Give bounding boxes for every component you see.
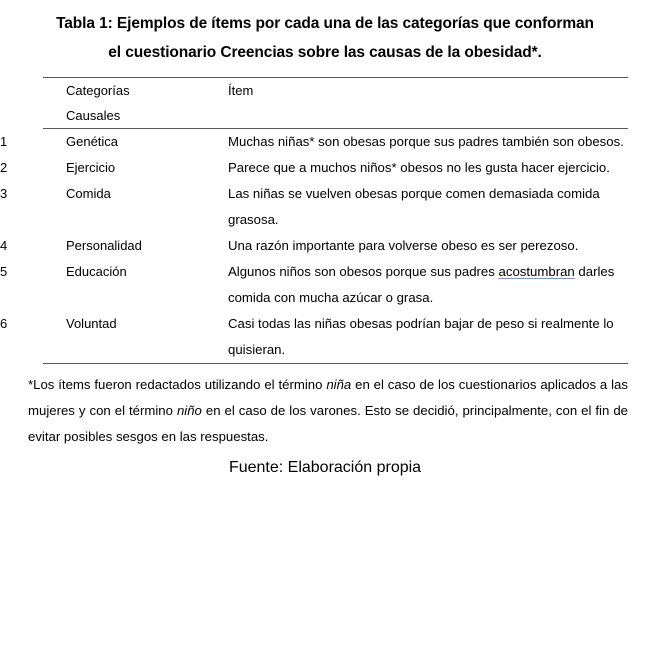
- page-title: Tabla 1: Ejemplos de ítems por cada una de las categorías que conforman el cuestionario Creencias sobre las causas de la obesidad*.: [56, 15, 594, 61]
- source-caption: Fuente: Elaboración propia: [228, 459, 422, 476]
- table-body: [0, 129, 650, 363]
- row-number: 5: [0, 264, 8, 279]
- row-item: Muchas niñas* son obesas porque sus padres también son obesos.: [228, 134, 624, 149]
- footnote-part-1: *Los ítems fueron redactados utilizando el término: [28, 377, 327, 392]
- footnote-part-3: en el caso de los varones. Esto se decidió, principalmente, con el fin de evitar posibles sesgos en las respuestas.: [28, 403, 628, 444]
- data-table: [0, 78, 650, 128]
- row-number: 1: [0, 134, 8, 149]
- footnote-italic-nino: niño: [176, 403, 202, 418]
- table-row: [0, 155, 650, 181]
- row-category: Genética: [66, 134, 119, 149]
- row-item-text-before: Algunos niños son obesos porque sus padres: [228, 264, 499, 279]
- footnote-part-2: en el caso de los cuestionarios aplicados a las mujeres y con el término: [28, 377, 628, 418]
- header-category-cell: [66, 78, 228, 128]
- table-row: [0, 129, 650, 155]
- row-number: 2: [0, 160, 8, 175]
- row-item: Las niñas se vuelven obesas porque comen demasiada comida grasosa.: [228, 186, 600, 227]
- row-item: Parece que a muchos niños* obesos no les gusta hacer ejercicio.: [228, 160, 610, 175]
- header-number-cell: [0, 78, 66, 128]
- header-category-line2: Causales: [66, 108, 121, 123]
- row-category: Comida: [66, 186, 111, 201]
- footnote-italic-nina: niña: [326, 377, 352, 392]
- row-item: Una razón importante para volverse obeso es ser perezoso.: [228, 238, 579, 253]
- row-item: [228, 259, 650, 311]
- row-number: 6: [0, 316, 8, 331]
- row-item-underlined-word: acostumbran: [498, 264, 575, 279]
- row-number: 4: [0, 238, 8, 253]
- table-row: [0, 233, 650, 259]
- table-row: [0, 181, 650, 233]
- table-footnote: [0, 364, 650, 450]
- table-row: [0, 311, 650, 363]
- table-header: [0, 78, 650, 128]
- header-item-label: Ítem: [228, 83, 254, 98]
- header-category-line1: Categorías: [66, 83, 130, 98]
- table-header-row: [0, 78, 650, 128]
- row-category: Voluntad: [66, 316, 117, 331]
- header-item-cell: [228, 78, 650, 128]
- row-item-text-after: darles comida con mucha azúcar o grasa.: [228, 264, 615, 305]
- table-row: [0, 259, 650, 311]
- data-table-body: [0, 129, 650, 363]
- row-category: Educación: [66, 264, 127, 279]
- row-category: Personalidad: [66, 238, 142, 253]
- row-item: Casi todas las niñas obesas podrían bajar de peso si realmente lo quisieran.: [228, 316, 614, 357]
- row-category: Ejercicio: [66, 160, 116, 175]
- row-number: 3: [0, 186, 8, 201]
